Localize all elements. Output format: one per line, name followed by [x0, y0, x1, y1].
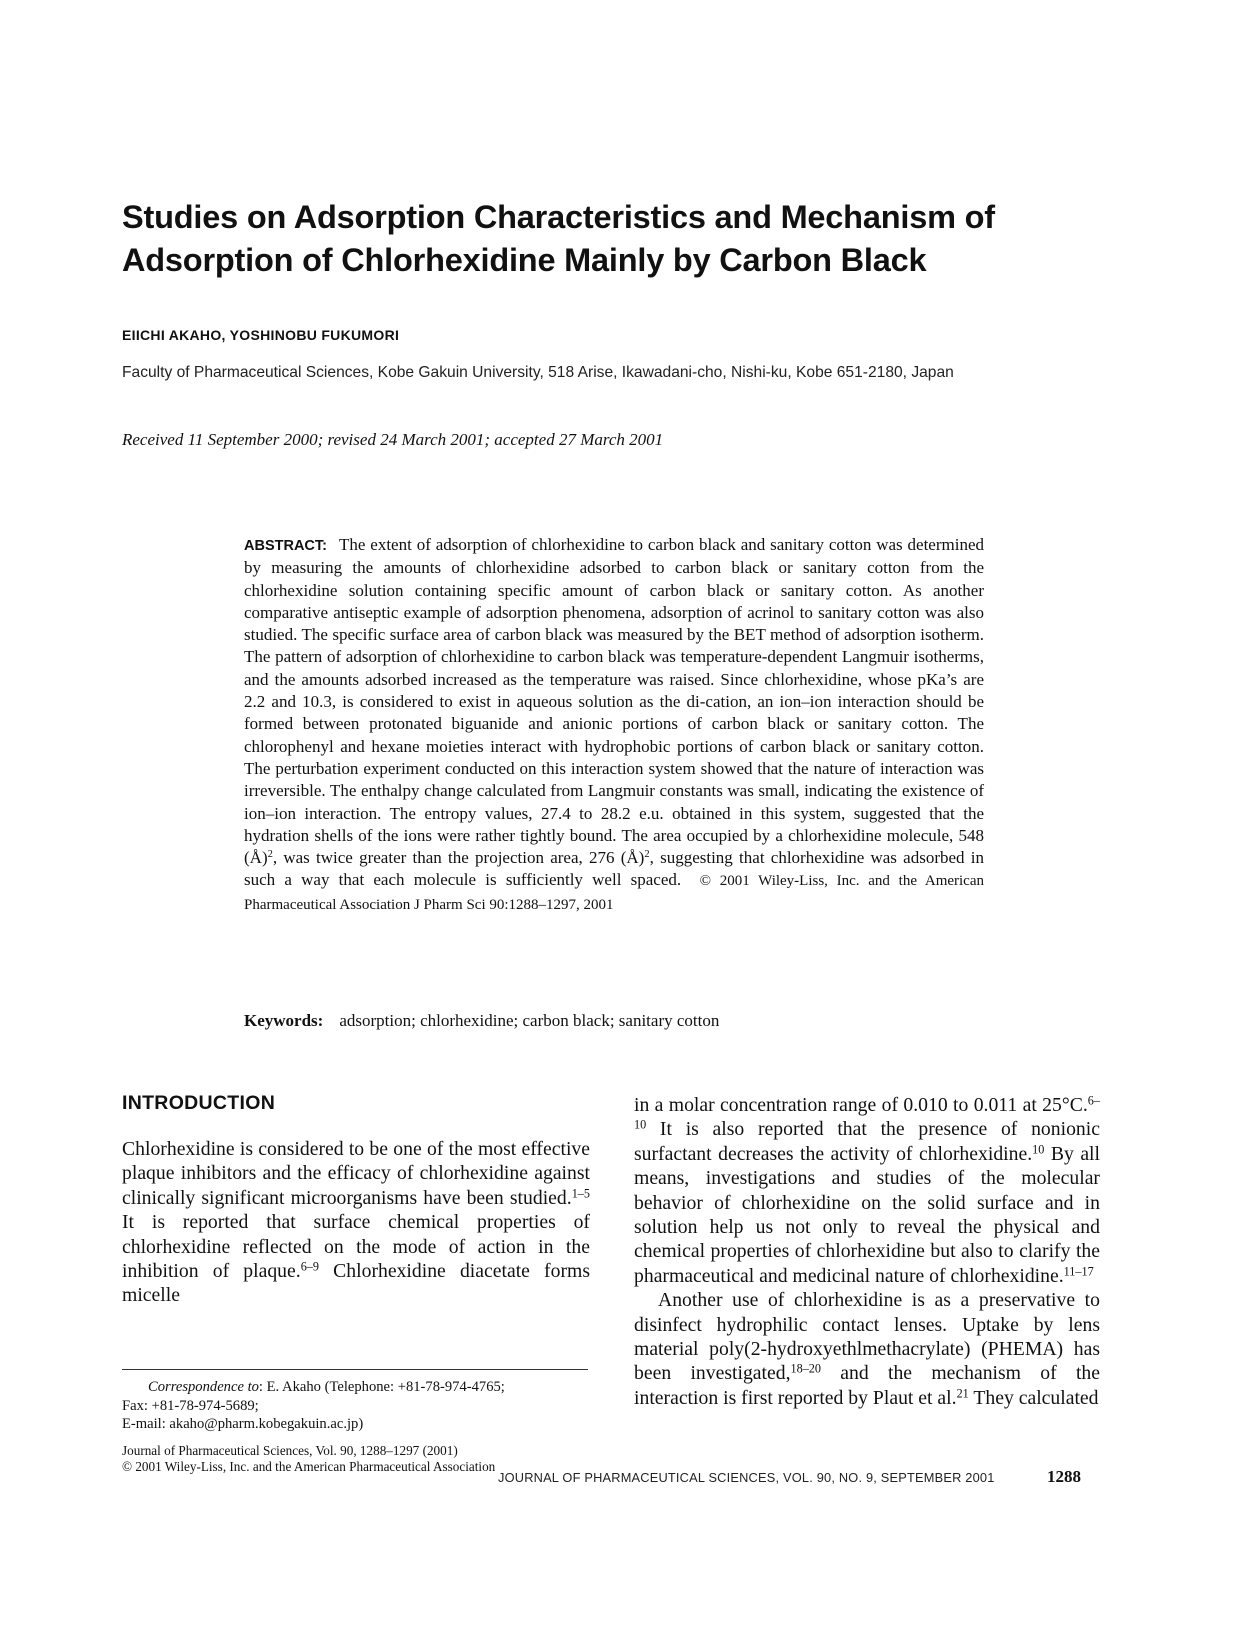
left-column-body	[122, 1137, 590, 1308]
intro-paragraph-1	[122, 1137, 590, 1308]
abstract-text-part-3: , suggesting that chlorhexidine was adsorbed in such a way that each molecule is sufficiently well spaced.	[244, 848, 984, 890]
intro-paragraph-1-continued	[634, 1093, 1100, 1288]
intro-text: It is reported that surface chemical properties of chlorhexidine reflected on the mode of action in the inhibition of plaque.	[122, 1211, 590, 1283]
intro-text: It is also reported that the presence of nonionic surfactant decreases the activity of chlorhexidine.	[634, 1118, 1100, 1165]
citation-ref: 11–17	[1063, 1264, 1094, 1279]
journal-line: Journal of Pharmaceutical Sciences, Vol. 90, 1288–1297 (2001)	[122, 1443, 458, 1458]
citation-ref: 1–5	[571, 1186, 590, 1201]
intro-text: They calculated	[968, 1386, 1099, 1409]
paper-title	[122, 196, 1122, 282]
copyright-line: © 2001 Wiley-Liss, Inc. and the American Pharmaceutical Association	[122, 1459, 496, 1474]
citation-ref: 10	[1032, 1142, 1045, 1157]
abstract	[244, 534, 984, 916]
paper-title-line-1: Studies on Adsorption Characteristics and Mechanism of	[122, 199, 995, 235]
author-list: EIICHI AKAHO, YOSHINOBU FUKUMORI	[122, 327, 400, 343]
email-line: E-mail: akaho@pharm.kobegakuin.ac.jp)	[122, 1416, 364, 1432]
running-footer: JOURNAL OF PHARMACEUTICAL SCIENCES, VOL. 90, NO. 9, SEPTEMBER 2001	[498, 1470, 995, 1485]
correspondence-footnote	[122, 1378, 592, 1434]
author-affiliation: Faculty of Pharmaceutical Sciences, Kobe Gakuin University, 518 Arise, Ikawadani-cho, Nishi-ku, Kobe 651-2180, Japan	[122, 364, 954, 381]
correspondence-text: : E. Akaho (Telephone: +81-78-974-4765;	[258, 1379, 505, 1395]
intro-text: By all means, investigations and studies of the molecular behavior of chlorhexidine on the solid surface and in solution help us not only to reveal the physical and chemical properties of chlorhexidine but also to clarify the pharmaceutical and medicinal nature of chlorhexidine.	[634, 1142, 1100, 1287]
correspondence-label: Correspondence to	[148, 1379, 259, 1395]
intro-text: in a molar concentration range of 0.010 to 0.011 at 25°C.	[634, 1094, 1088, 1116]
citation-ref: 18–20	[790, 1361, 822, 1376]
keywords	[244, 1011, 719, 1031]
keywords-label: Keywords:	[244, 1011, 324, 1030]
intro-text: and the mechanism of the interaction is first reported by Plaut et al.	[634, 1362, 1100, 1409]
right-column-body	[634, 1093, 1100, 1410]
introduction-heading: INTRODUCTION	[122, 1092, 276, 1114]
citation-ref: 6–10	[634, 1093, 1100, 1132]
abstract-superscript-1: 2	[267, 849, 273, 861]
intro-text: Another use of chlorhexidine is as a preservative to disinfect hydrophilic contact lenses. Uptake by lens material poly(2-hydroxyethlmethacrylate) (PHEMA) has been investigated,	[634, 1289, 1100, 1385]
intro-text: Chlorhexidine diacetate forms micelle	[122, 1260, 590, 1307]
abstract-superscript-2: 2	[644, 849, 650, 861]
fax-line: Fax: +81-78-974-5689;	[122, 1397, 259, 1414]
intro-paragraph-2	[634, 1288, 1100, 1410]
correspondence-line	[122, 1378, 592, 1397]
received-dates: Received 11 September 2000; revised 24 March 2001; accepted 27 March 2001	[122, 430, 664, 449]
abstract-text-part-1: The extent of adsorption of chlorhexidine to carbon black and sanitary cotton was determined by measuring the amounts of chlorhexidine adsorbed to carbon black or sanitary cotton from the chlorhexidine solution containing specific amount of carbon black or sanitary cotton. As another comparative antiseptic example of adsorption phenomena, adsorption of acrinol to sanitary cotton was also studied. The specific surface area of carbon black was measured by the BET method of adsorption isotherm. The pattern of adsorption of chlorhexidine to carbon black was temperature-dependent Langmuir isotherms, and the amounts adsorbed increased as the temperature was raised. Since chlorhexidine, whose pKa’s are 2.2 and 10.3, is considered to exist in aqueous solution as the di-cation, an ion–ion interaction should be formed between protonated biguanide and anionic portions of carbon black or sanitary cotton. The chlorophenyl and hexane moieties interact with hydrophobic portions of carbon black or sanitary cotton. The perturbation experiment conducted on this interaction system showed that the nature of interaction was irreversible. The enthalpy change calculated from Langmuir constants was small, indicating the existence of ion–ion interaction. The entropy values, 27.4 to 28.2 e.u. obtained in this system, suggested that the hydration shells of the ions were rather tightly bound. The area occupied by a chlorhexidine molecule, 548 (Å)	[244, 535, 984, 868]
abstract-label: ABSTRACT:	[244, 538, 327, 554]
page-number: 1288	[1047, 1467, 1081, 1486]
paper-title-line-2: Adsorption of Chlorhexidine Mainly by Carbon Black	[122, 242, 927, 278]
abstract-copyright: © 2001 Wiley-Liss, Inc. and the American Pharmaceutical Association J Pharm Sci 90:1288–1297, 2001	[244, 873, 984, 913]
keywords-text: adsorption; chlorhexidine; carbon black; sanitary cotton	[339, 1011, 720, 1030]
citation-ref: 21	[956, 1386, 969, 1401]
intro-text: Chlorhexidine is considered to be one of the most effective plaque inhibitors and the efficacy of chlorhexidine against clinically significant microorganisms have been studied.	[122, 1138, 590, 1209]
citation-ref: 6–9	[300, 1259, 319, 1274]
abstract-text-part-2: , was twice greater than the projection area, 276 (Å)	[272, 848, 645, 868]
footnote-divider	[122, 1369, 588, 1370]
